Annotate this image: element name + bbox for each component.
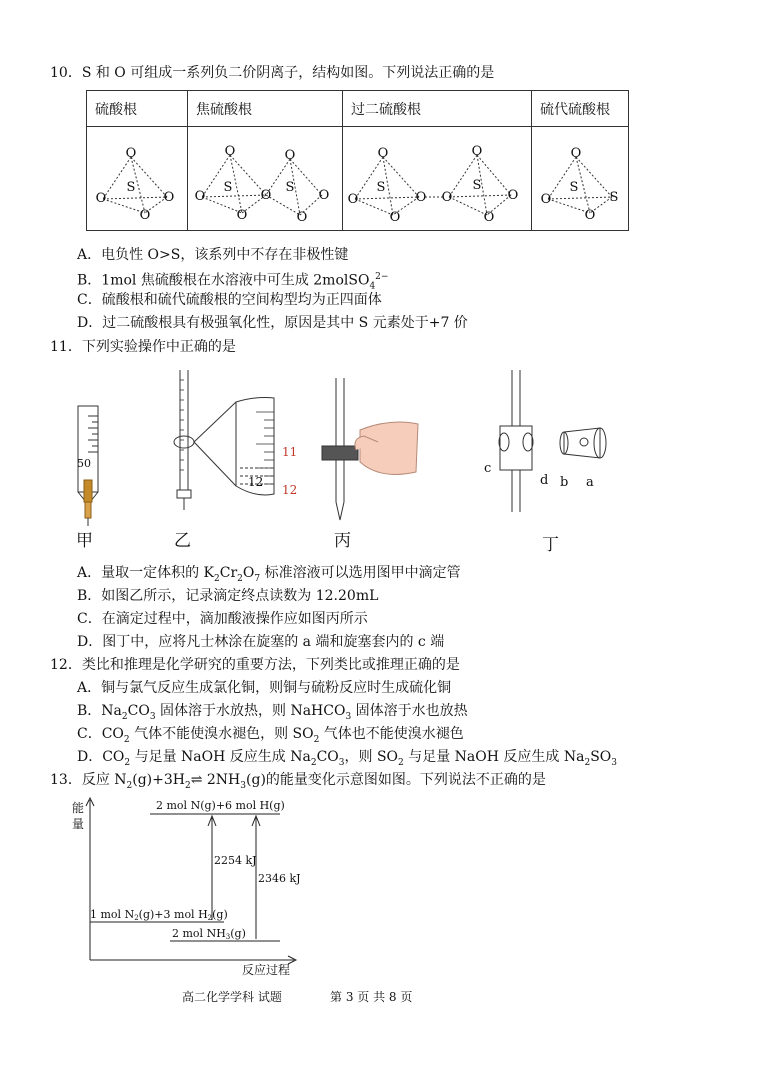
figure-label-jia: 甲: [76, 531, 93, 551]
q10-option-a: A．电负性 O>S，该系列中不存在非极性键: [77, 247, 349, 263]
arrow1-label: 2254 kJ: [214, 854, 257, 867]
atom-s: S: [285, 180, 295, 195]
atom-o: O: [163, 190, 175, 205]
scale-mark-11: 11: [282, 445, 298, 459]
atom-s: S: [223, 180, 233, 195]
footer-page: 第 3 页 共 8 页: [330, 990, 413, 1004]
burette-mark: 50: [77, 457, 91, 470]
atom-o: O: [483, 210, 495, 225]
y-axis-label-1: 能: [72, 801, 85, 815]
scale-mark-12: 12: [282, 483, 298, 497]
ion-structure-table: [86, 90, 629, 231]
atom-s: S: [569, 180, 579, 195]
atom-o: O: [318, 188, 330, 203]
q10-option-c: C．硫酸根和硫代硫酸根的空间构型均为正四面体: [77, 292, 382, 308]
atom-o: O: [389, 210, 401, 225]
zoom-mark: 12: [248, 475, 264, 489]
q10-stem: 10．S 和 O 可组成一系列负二价阴离子，结构如图。下列说法正确的是: [50, 65, 495, 81]
atom-s: S: [376, 180, 386, 195]
atom-o: O: [125, 146, 137, 161]
pyrosulfate-structure: [188, 127, 343, 231]
stopcock-ding: [499, 370, 606, 512]
peroxodisulfate-structure: [343, 127, 532, 231]
thiosulfate-tetrahedron: [532, 127, 628, 230]
q12-option-c: C．$CO_2$ 气体不能使溴水褪色，则 $SO_2$ 气体也不能使溴水褪色: [77, 726, 464, 745]
atom-o: O: [224, 144, 236, 159]
atom-o: O: [296, 210, 308, 225]
y-axis-label-2: 量: [72, 817, 85, 831]
atom-o: O: [260, 188, 272, 203]
atom-o: O: [570, 146, 582, 161]
q12-option-d: D．$CO_2$ 与足量 NaOH 反应生成 $Na_2CO_3$，则 $SO_2$ 与足量 NaOH 反应生成 $Na_2SO_3$: [77, 749, 618, 768]
atom-o: O: [377, 146, 389, 161]
label-a: a: [586, 475, 594, 490]
sulfate-tetrahedron: [87, 127, 187, 230]
energy-diagram: [60, 794, 320, 980]
q11-option-b: B．如图乙所示，记录滴定终点读数为 12.20mL: [77, 588, 379, 604]
pyrosulfate-tetrahedra: [188, 127, 342, 230]
burette-yi: [174, 370, 274, 510]
x-axis-label: 反应过程: [242, 963, 291, 977]
q11-option-d: D．图丁中，应将凡士林涂在旋塞的 a 端和旋塞套内的 c 端: [77, 634, 445, 650]
atom-o: O: [507, 188, 519, 203]
atom-s: S: [609, 190, 619, 205]
figure-label-ding: 丁: [542, 535, 559, 555]
figure-label-yi: 乙: [174, 531, 191, 551]
atom-s: S: [126, 180, 136, 195]
atom-o: O: [415, 190, 427, 205]
header-thiosulfate: 硫代硫酸根: [532, 91, 629, 127]
equilibrium-arrow-icon: ⇌: [190, 772, 203, 788]
q10-option-d: D．过二硫酸根具有极强氧化性，原因是其中 S 元素处于+7 价: [77, 315, 468, 331]
atom-o: O: [540, 192, 552, 207]
thiosulfate-structure: [532, 127, 629, 231]
label-b: b: [560, 475, 569, 490]
header-pyrosulfate: 焦硫酸根: [188, 91, 343, 127]
q12-stem: 12．类比和推理是化学研究的重要方法，下列类比或推理正确的是: [50, 657, 460, 673]
q10-option-b: B．1mol 焦硫酸根在水溶液中可生成 2molSO$_4^{2-}$: [77, 272, 389, 292]
q12-option-b: B．$Na_2CO_3$ 固体溶于水放热，则 NaHCO$_3$ 固体溶于水也放热: [77, 703, 468, 722]
header-peroxodisulfate: 过二硫酸根: [343, 91, 532, 127]
header-sulfate: 硫酸根: [87, 91, 188, 127]
q12-option-a: A．铜与氯气反应生成氯化铜，则铜与硫粉反应时生成硫化铜: [77, 680, 452, 696]
label-d: d: [540, 473, 549, 488]
atom-o: O: [236, 208, 248, 223]
footer-subject: 高二化学学科 试题: [182, 990, 282, 1004]
q13-stem: 13．反应 $N_2(g)+3H_2\rightleftharpoons$ $2NH_3(g)$的能量变化示意图如图。下列说法不正确的是: [50, 772, 546, 791]
top-level-label: 2 mol N(g)+6 mol H(g): [156, 799, 285, 812]
atom-o: O: [471, 144, 483, 159]
atom-s: S: [472, 178, 482, 193]
q11-option-a: A．量取一定体积的 $K_2Cr_2O_7$ 标准溶液可以选用图甲中滴定管: [77, 565, 461, 584]
sulfate-structure: [87, 127, 188, 231]
atom-o: O: [95, 191, 107, 206]
arrow2-label: 2346 kJ: [258, 872, 301, 885]
figure-label-bing: 丙: [334, 531, 351, 551]
atom-o: O: [584, 208, 596, 223]
atom-o: O: [284, 148, 296, 163]
q11-option-c: C．在滴定过程中，滴加酸液操作应如图丙所示: [77, 611, 368, 627]
reactant-level-label: 1 mol N2(g)+3 mol H2(g): [90, 908, 228, 922]
atom-o: O: [347, 192, 359, 207]
atom-o: O: [194, 189, 206, 204]
hand-stopcock-bing: [322, 378, 418, 520]
peroxodisulfate-tetrahedra: [343, 127, 531, 230]
label-c: c: [484, 461, 492, 476]
atom-o: O: [139, 208, 151, 223]
atom-o: O: [441, 190, 453, 205]
q11-stem: 11．下列实验操作中正确的是: [50, 339, 236, 355]
product-level-label: 2 mol NH3(g): [172, 927, 246, 941]
